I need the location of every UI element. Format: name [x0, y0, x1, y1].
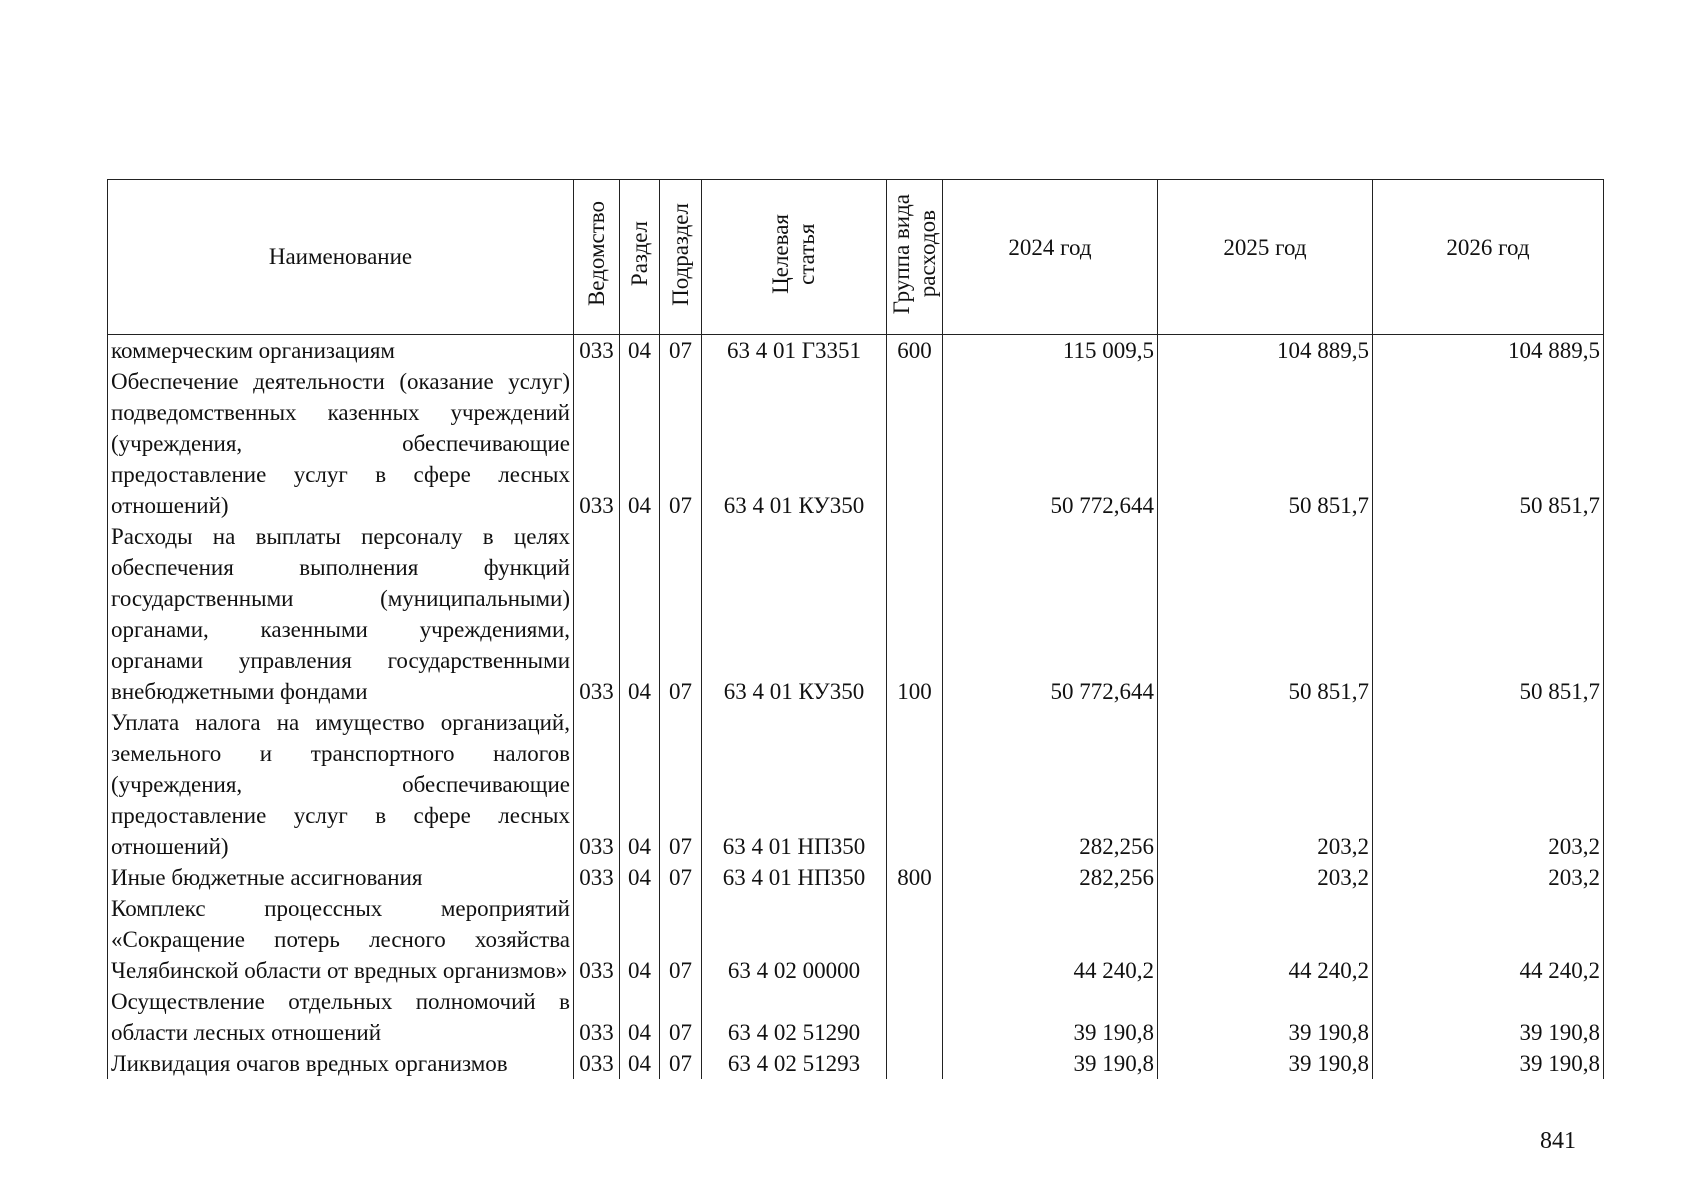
row-2025: 44 240,2 [1158, 893, 1373, 986]
row-2024: 39 190,8 [943, 1048, 1158, 1079]
header-celevaya-line2: статья [794, 223, 819, 285]
row-2026: 203,2 [1373, 707, 1604, 862]
row-celevaya: 63 4 02 00000 [702, 893, 887, 986]
header-2024-text: 2024 год [1008, 235, 1092, 260]
row-2026: 50 851,7 [1373, 521, 1604, 707]
header-razdel [620, 180, 660, 335]
row-gruppa: 600 [887, 335, 943, 367]
row-vedomstvo: 033 [574, 521, 620, 707]
row-vedomstvo: 033 [574, 335, 620, 367]
row-name: Осуществление отдельных полномочий в области лесных отношений [108, 986, 574, 1048]
row-2024: 50 772,644 [943, 521, 1158, 707]
header-gruppa-line1: Группа вида [888, 193, 914, 315]
row-razdel: 04 [620, 521, 660, 707]
row-podrazdel: 07 [660, 1048, 702, 1079]
header-vedomstvo-text: Ведомство [583, 201, 609, 307]
header-gruppa [887, 180, 943, 335]
row-2026: 50 851,7 [1373, 366, 1604, 521]
row-razdel: 04 [620, 366, 660, 521]
row-razdel: 04 [620, 893, 660, 986]
row-2025: 50 851,7 [1158, 366, 1373, 521]
header-gruppa-text [889, 194, 941, 314]
row-2026: 39 190,8 [1373, 986, 1604, 1048]
row-2026: 104 889,5 [1373, 335, 1604, 367]
header-celevaya [702, 180, 887, 335]
row-2024: 50 772,644 [943, 366, 1158, 521]
row-2024: 39 190,8 [943, 986, 1158, 1048]
row-2024: 282,256 [943, 862, 1158, 893]
header-razdel-text: Раздел [626, 221, 652, 287]
row-2025: 203,2 [1158, 707, 1373, 862]
table-body [108, 335, 1604, 1080]
header-name [108, 180, 574, 335]
row-gruppa [887, 366, 943, 521]
row-name: Ликвидация очагов вредных организмов [108, 1048, 574, 1079]
row-podrazdel: 07 [660, 335, 702, 367]
row-podrazdel: 07 [660, 893, 702, 986]
header-2025 [1158, 180, 1373, 335]
row-podrazdel: 07 [660, 862, 702, 893]
row-vedomstvo: 033 [574, 862, 620, 893]
header-celevaya-text [768, 214, 820, 294]
header-2026 [1373, 180, 1604, 335]
row-podrazdel: 07 [660, 986, 702, 1048]
row-podrazdel: 07 [660, 521, 702, 707]
row-razdel: 04 [620, 862, 660, 893]
row-gruppa [887, 986, 943, 1048]
row-2024: 115 009,5 [943, 335, 1158, 367]
row-razdel: 04 [620, 707, 660, 862]
row-celevaya: 63 4 01 НП350 [702, 707, 887, 862]
row-celevaya: 63 4 01 КУ350 [702, 366, 887, 521]
row-gruppa: 100 [887, 521, 943, 707]
table-row [108, 707, 1604, 862]
table-row [108, 521, 1604, 707]
row-name: коммерческим организациям [108, 335, 574, 367]
row-celevaya: 63 4 01 КУ350 [702, 521, 887, 707]
header-gruppa-line2: расходов [914, 210, 940, 298]
row-gruppa [887, 1048, 943, 1079]
header-2025-text: 2025 год [1223, 235, 1307, 260]
header-2024 [943, 180, 1158, 335]
row-celevaya: 63 4 02 51290 [702, 986, 887, 1048]
page-number: 841 [1540, 1128, 1576, 1154]
row-name: Обеспечение деятельности (оказание услуг) подведомственных казенных учреждений (учреждения, обеспечивающие предоставление услуг в сфере лесных отношений) [108, 366, 574, 521]
row-2024: 282,256 [943, 707, 1158, 862]
table-row [108, 1048, 1604, 1079]
header-podrazdel-text: Подраздел [667, 202, 693, 306]
row-razdel: 04 [620, 335, 660, 367]
row-celevaya: 63 4 01 Г3351 [702, 335, 887, 367]
row-gruppa [887, 893, 943, 986]
row-celevaya: 63 4 01 НП350 [702, 862, 887, 893]
row-2026: 39 190,8 [1373, 1048, 1604, 1079]
header-celevaya-line1: Целевая [768, 214, 793, 294]
row-2025: 104 889,5 [1158, 335, 1373, 367]
row-2026: 44 240,2 [1373, 893, 1604, 986]
row-vedomstvo: 033 [574, 1048, 620, 1079]
header-podrazdel [660, 180, 702, 335]
table-row [108, 335, 1604, 367]
row-gruppa: 800 [887, 862, 943, 893]
table-header [108, 180, 1604, 335]
row-name: Комплекс процессных мероприятий «Сокращение потерь лесного хозяйства Челябинской области от вредных организмов» [108, 893, 574, 986]
header-vedomstvo [574, 180, 620, 335]
row-vedomstvo: 033 [574, 986, 620, 1048]
budget-table [107, 179, 1604, 1079]
header-row [108, 180, 1604, 335]
row-gruppa [887, 707, 943, 862]
row-razdel: 04 [620, 986, 660, 1048]
row-2025: 39 190,8 [1158, 986, 1373, 1048]
row-podrazdel: 07 [660, 707, 702, 862]
row-2026: 203,2 [1373, 862, 1604, 893]
row-2024: 44 240,2 [943, 893, 1158, 986]
row-name: Уплата налога на имущество организаций, земельного и транспортного налогов (учреждения, обеспечивающие предоставление услуг в сфере лесных отношений) [108, 707, 574, 862]
row-vedomstvo: 033 [574, 707, 620, 862]
row-vedomstvo: 033 [574, 366, 620, 521]
header-2026-text: 2026 год [1446, 235, 1530, 260]
row-vedomstvo: 033 [574, 893, 620, 986]
row-razdel: 04 [620, 1048, 660, 1079]
row-2025: 39 190,8 [1158, 1048, 1373, 1079]
row-name: Расходы на выплаты персоналу в целях обеспечения выполнения функций государственными (муниципальными) органами, казенными учреждениями, органами управления государственными внебюджетными фондами [108, 521, 574, 707]
table-row [108, 893, 1604, 986]
table-row [108, 366, 1604, 521]
row-2025: 50 851,7 [1158, 521, 1373, 707]
row-name: Иные бюджетные ассигнования [108, 862, 574, 893]
table-row [108, 986, 1604, 1048]
row-2025: 203,2 [1158, 862, 1373, 893]
header-name-text: Наименование [268, 244, 413, 269]
row-celevaya: 63 4 02 51293 [702, 1048, 887, 1079]
row-podrazdel: 07 [660, 366, 702, 521]
table-row [108, 862, 1604, 893]
